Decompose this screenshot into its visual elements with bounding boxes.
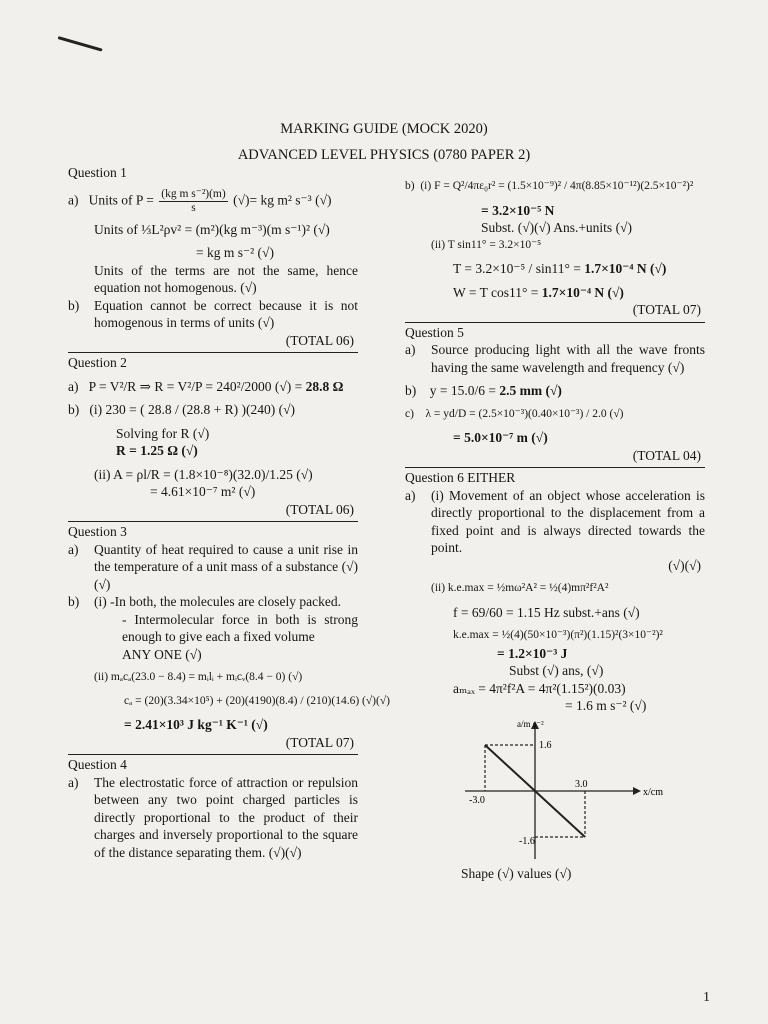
q2-b-ii-result: = 4.61×10⁻⁷ m² (√) bbox=[150, 484, 256, 499]
y-min-label: -1.6 bbox=[519, 835, 535, 847]
q1-a-units-second-term: Units of ⅓L²ρv² = (m²)(kg m⁻³)(m s⁻¹)² (√) bbox=[94, 221, 330, 237]
q5-b: b) y = 15.0/6 = 2.5 mm (√) bbox=[405, 383, 562, 398]
fraction: $\frac{\text{(kg m s⁻²)(m)}}{s}$ bbox=[161, 187, 226, 214]
question-title: Question 6 EITHER bbox=[405, 470, 516, 485]
acceleration-displacement-graph bbox=[455, 717, 663, 867]
document-header bbox=[0, 116, 768, 168]
total-marks: (TOTAL 06) bbox=[285, 332, 354, 348]
right-column bbox=[405, 178, 705, 882]
q2-b-result: R = 1.25 Ω (√) bbox=[116, 443, 198, 458]
q6-a-ke-substitution: k.e.max = ½(4)(50×10⁻³)(π²)(1.15)²(3×10⁻²)² bbox=[453, 629, 663, 641]
q4-b-ii-tension: T = 3.2×10⁻⁵ / sin11° = 1.7×10⁻⁴ N (√) bbox=[453, 261, 667, 276]
graph-caption: Shape (√) values (√) bbox=[461, 865, 572, 881]
scan-artifact-mark bbox=[58, 36, 103, 52]
total-marks: (TOTAL 07) bbox=[632, 302, 701, 317]
question-5 bbox=[405, 324, 705, 469]
q6-a-ke-marks: Subst (√) ans, (√) bbox=[509, 663, 604, 678]
question-title: Question 4 bbox=[68, 757, 127, 772]
q5-c-result: = 5.0×10⁻⁷ m (√) bbox=[453, 430, 548, 445]
q2-b-i: b) (i) 230 = ( 28.8 / (28.8 + R) )(240) (√) bbox=[68, 402, 295, 417]
q4-b-i-marks: Subst. (√)(√) Ans.+units (√) bbox=[481, 220, 632, 235]
q6-a-amax: aₘₐₓ = 4π²f²A = 4π²(1.15²)(0.03) bbox=[453, 680, 626, 696]
x-axis-label: x/cm bbox=[643, 786, 663, 798]
divider bbox=[68, 754, 358, 755]
total-marks: (TOTAL 07) bbox=[285, 734, 354, 750]
divider bbox=[405, 467, 705, 468]
y-max-label: 1.6 bbox=[539, 739, 552, 751]
q3-b-ii: (ii) mₐcₐ(23.0 − 8.4) = mᵢlᵢ + mᵢcᵥ(8.4 − 0) (√) bbox=[94, 671, 303, 683]
q1-a-conclusion: Units of the terms are not the same, hence equation not homogenous. (√) bbox=[94, 262, 358, 295]
q3-a: a) Quantity of heat required to cause a unit rise in the temperature of a unit mass of a substance (√)(√) bbox=[68, 541, 358, 592]
divider bbox=[405, 322, 705, 323]
q1-a-units-result: = kg m s⁻² (√) bbox=[196, 245, 274, 260]
x-min-label: -3.0 bbox=[469, 794, 485, 806]
q6-a-frequency: f = 69/60 = 1.15 Hz subst.+ans (√) bbox=[453, 604, 640, 620]
q2-b-solve: Solving for R (√) bbox=[116, 425, 210, 441]
q3-b-ii-result: = 2.41×10³ J kg⁻¹ K⁻¹ (√) bbox=[124, 717, 268, 732]
question-6 bbox=[405, 469, 705, 882]
page-number: 1 bbox=[703, 990, 710, 1005]
q6-a-amax-result: = 1.6 m s⁻² (√) bbox=[565, 698, 647, 713]
q1-b: b) Equation cannot be correct because it is not homogenous in terms of units (√) bbox=[68, 297, 358, 330]
question-title: Question 5 bbox=[405, 324, 464, 340]
q1-a-units-p: a) Units of P = $\frac{\text{(kg m s⁻²)(m)}}{s}$ (√)= kg m² s⁻³ (√) bbox=[68, 187, 332, 214]
total-marks: (TOTAL 04) bbox=[632, 447, 701, 463]
q3-b-ii-substitution: cₐ = (20)(3.34×10⁵) + (20)(4190)(8.4) / (210)(14.6) (√)(√) bbox=[124, 694, 390, 707]
left-column bbox=[68, 164, 390, 861]
q6-a-i: a) (i) Movement of an object whose acceleration is directly proportional to the displacement from a fixed point and is always directed towards the point. bbox=[405, 487, 705, 555]
x-max-label: 3.0 bbox=[575, 778, 588, 790]
x-axis-arrow-icon bbox=[633, 787, 641, 795]
q5-c: c) λ = yd/D = (2.5×10⁻³)(0.40×10⁻³) / 2.0 (√) bbox=[405, 407, 624, 420]
q4-b-i: b) (i) F = Q²/4πε₀r² = (1.5×10⁻⁹)² / 4π(8.85×10⁻¹²)(2.5×10⁻²)² bbox=[405, 180, 694, 192]
question-4-b bbox=[405, 178, 705, 323]
q3-b-i: b) (i) -In both, the molecules are closely packed. bbox=[68, 594, 342, 609]
q2-a: a) P = V²/R ⇒ R = V²/P = 240²/2000 (√) = 28.8 Ω bbox=[68, 378, 344, 394]
question-1 bbox=[68, 164, 358, 353]
q6-a-ke-result: = 1.2×10⁻³ J bbox=[497, 645, 568, 661]
q3-b-i-second: - Intermolecular force in both is strong enough to give each a fixed volume bbox=[122, 611, 358, 644]
q4-b-ii: (ii) T sin11° = 3.2×10⁻⁵ bbox=[431, 238, 542, 251]
question-title: Question 1 bbox=[68, 165, 127, 180]
divider bbox=[68, 521, 358, 522]
question-3 bbox=[68, 523, 390, 755]
total-marks: (TOTAL 06) bbox=[285, 501, 354, 517]
q2-b-ii: (ii) A = ρl/R = (1.8×10⁻⁸)(32.0)/1.25 (√) bbox=[94, 466, 313, 482]
q3-b-i-any-one: ANY ONE (√) bbox=[122, 646, 202, 662]
document-title: MARKING GUIDE (MOCK 2020) bbox=[280, 121, 488, 137]
document-subtitle: ADVANCED LEVEL PHYSICS (0780 PAPER 2) bbox=[237, 147, 531, 163]
question-title: Question 3 bbox=[68, 524, 127, 539]
question-2 bbox=[68, 354, 358, 522]
q6-a-ii: (ii) k.e.max = ½mω²A² = ½(4)mπ²f²A² bbox=[431, 582, 609, 594]
q6-a-i-marks: (√)(√) bbox=[668, 557, 701, 573]
q4-b-ii-weight: W = T cos11° = 1.7×10⁻⁴ N (√) bbox=[453, 284, 624, 300]
question-4 bbox=[68, 756, 358, 861]
question-title: Question 2 bbox=[68, 355, 127, 370]
divider bbox=[68, 352, 358, 353]
q4-a: a) The electrostatic force of attraction or repulsion between any two point charged particles is directly proportional to the product of their charges and inversely proportional to the square of the distance separating them. (√)(√) bbox=[68, 774, 358, 860]
y-axis-label: a/m s⁻² bbox=[517, 718, 544, 729]
q5-a: a) Source producing light with all the wave fronts having the same wavelength and frequency (√) bbox=[405, 342, 705, 375]
q4-b-i-result: = 3.2×10⁻⁵ N bbox=[481, 202, 555, 218]
